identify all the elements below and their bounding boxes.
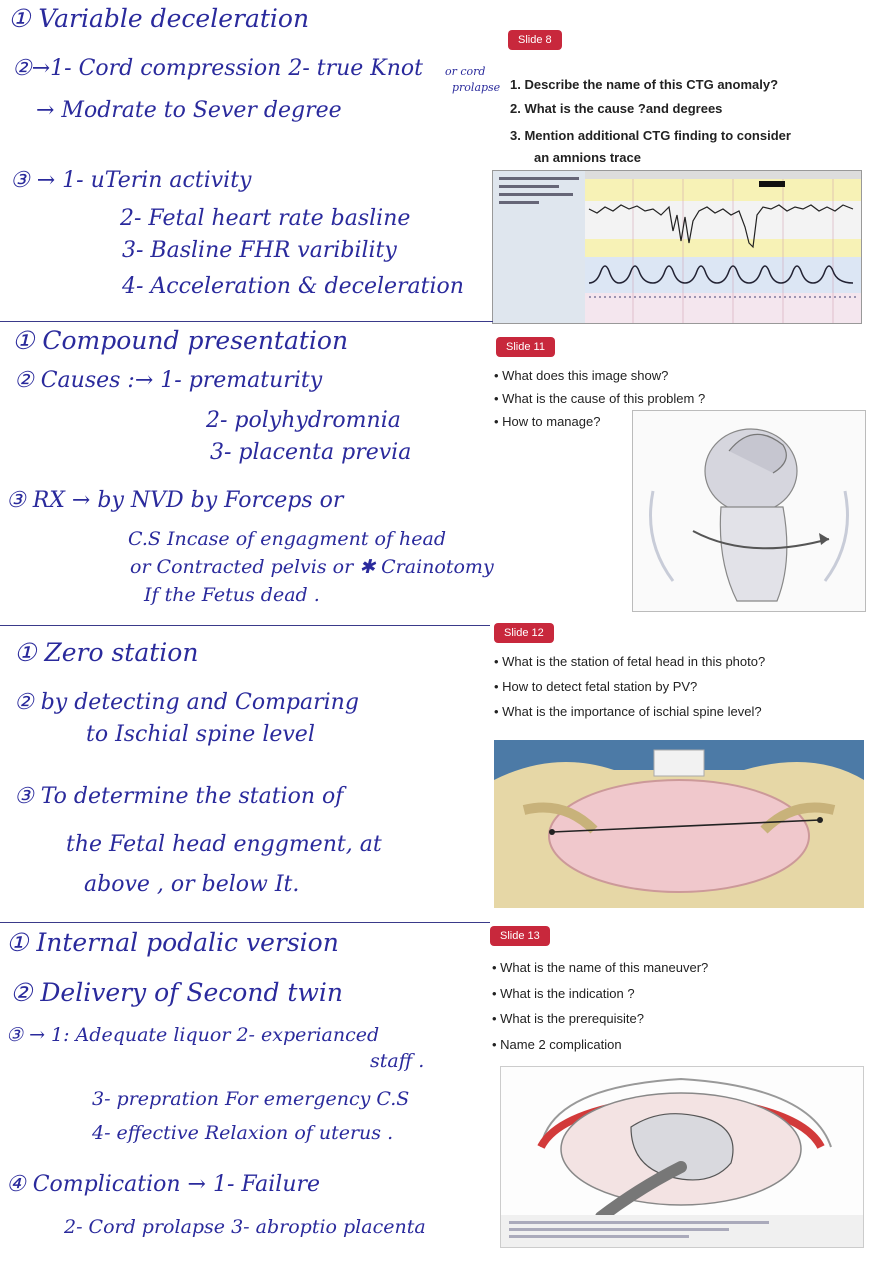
answer-1-3c: 3- Basline FHR varibility xyxy=(122,238,397,263)
pelvis-station-image xyxy=(494,740,864,908)
answer-1-1: ① Variable deceleration xyxy=(8,4,310,33)
answer-4-3c: 3- prepration For emergency C.S xyxy=(92,1088,410,1110)
ctg-trace-image xyxy=(492,170,862,324)
slide-13-question-1: • What is the name of this maneuver? xyxy=(492,960,709,975)
answer-2-3d: If the Fetus dead . xyxy=(144,584,320,606)
answer-4-4b: 2- Cord prolapse 3- abroptio placenta xyxy=(64,1216,426,1238)
slide-13-question-2: • What is the indication ? xyxy=(492,986,635,1001)
answer-1-2b: or cord xyxy=(445,65,486,78)
slide-8-question-3: 3. Mention additional CTG finding to consider xyxy=(510,128,791,143)
slide-12-question-1: • What is the station of fetal head in this photo? xyxy=(494,654,766,669)
answer-4-4a: ④ Complication → 1- Failure xyxy=(6,1172,321,1197)
answer-2-1: ① Compound presentation xyxy=(12,326,349,355)
slide-13-badge: Slide 13 xyxy=(490,926,550,946)
answer-1-2c: prolapse xyxy=(452,81,501,94)
slide-8-question-2: 2. What is the cause ?and degrees xyxy=(510,101,723,116)
section-divider-2 xyxy=(0,625,490,626)
answer-2-2c: 3- placenta previa xyxy=(210,440,412,465)
answer-2-2b: 2- polyhydromnia xyxy=(206,408,401,433)
podalic-version-image xyxy=(500,1066,864,1248)
answer-1-2a: ②→1- Cord compression 2- true Knot xyxy=(12,56,423,81)
compound-presentation-image xyxy=(632,410,866,612)
slide-11-badge: Slide 11 xyxy=(496,337,555,357)
slide-13-question-3: • What is the prerequisite? xyxy=(492,1011,644,1026)
answer-4-1: ① Internal podalic version xyxy=(6,928,339,957)
answer-3-1: ① Zero station xyxy=(14,638,199,667)
answer-3-2a: ② by detecting and Comparing xyxy=(14,690,359,715)
answer-1-3d: 4- Acceleration & deceleration xyxy=(122,274,464,299)
answer-4-3a: ③ → 1: Adequate liquor 2- experianced xyxy=(6,1024,380,1046)
slide-11-question-3: • How to manage? xyxy=(494,414,601,429)
answer-2-3b: C.S Incase of engagment of head xyxy=(128,528,446,550)
answer-2-2a: ② Causes :→ 1- prematurity xyxy=(14,368,323,393)
answer-3-3b: the Fetal head enggment, at xyxy=(66,832,382,857)
answer-3-3a: ③ To determine the station of xyxy=(14,784,344,809)
answer-3-3c: above , or below It. xyxy=(84,872,300,897)
slide-8-question-3-cont: an amnions trace xyxy=(534,150,641,165)
answer-2-3c: or Contracted pelvis or ✱ Crainotomy xyxy=(130,556,494,578)
answer-1-2d: → Modrate to Sever degree xyxy=(36,98,342,123)
answer-4-3b: staff . xyxy=(370,1050,425,1072)
slide-11-question-2: • What is the cause of this problem ? xyxy=(494,391,706,406)
slide-13-question-4: • Name 2 complication xyxy=(492,1037,622,1052)
slide-8-badge: Slide 8 xyxy=(508,30,562,50)
slide-12-question-2: • How to detect fetal station by PV? xyxy=(494,679,698,694)
answer-3-2b: to Ischial spine level xyxy=(86,722,315,747)
answer-1-3a: ③ → 1- uTerin activity xyxy=(10,168,252,193)
slide-12-question-3: • What is the importance of ischial spine level? xyxy=(494,704,762,719)
answer-4-2: ② Delivery of Second twin xyxy=(10,978,343,1007)
slide-11-question-1: • What does this image show? xyxy=(494,368,669,383)
answer-4-3d: 4- effective Relaxion of uterus . xyxy=(92,1122,394,1144)
section-divider-3 xyxy=(0,922,490,923)
answer-2-3a: ③ RX → by NVD by Forceps or xyxy=(6,488,344,513)
slide-8-question-1: 1. Describe the name of this CTG anomaly? xyxy=(510,77,779,92)
answer-1-3b: 2- Fetal heart rate basline xyxy=(120,206,411,231)
section-divider-1 xyxy=(0,321,493,322)
slide-12-badge: Slide 12 xyxy=(494,623,554,643)
